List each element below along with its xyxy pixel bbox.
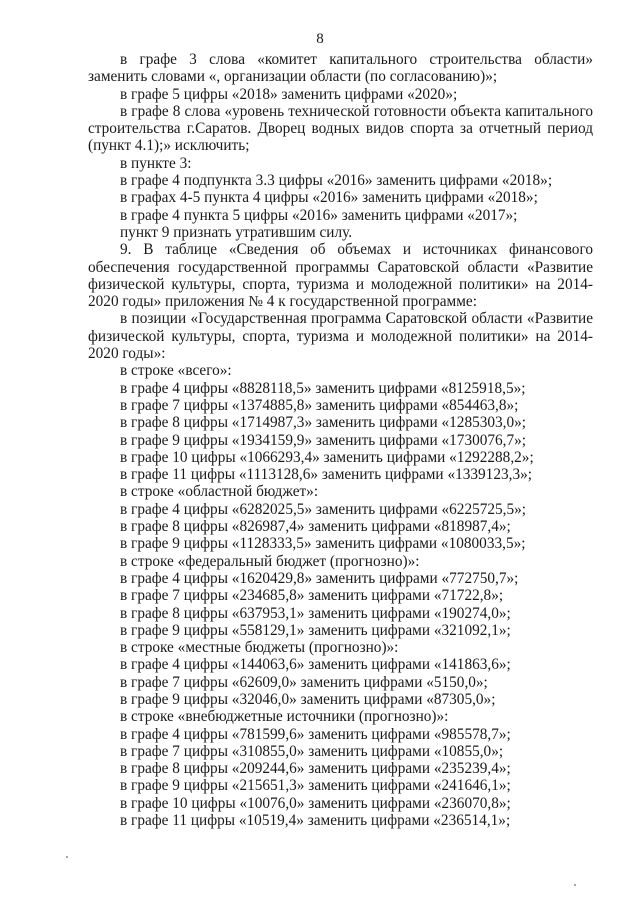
list-item: в строке «местные бюджеты (прогнозно)»: bbox=[120, 639, 399, 657]
paragraph: в графе 5 цифры «2018» заменить цифрами «2020»; bbox=[120, 85, 458, 103]
scan-speck bbox=[574, 884, 576, 886]
list-item: в графе 9 цифры «32046,0» заменить цифрами «87305,0»; bbox=[120, 690, 496, 708]
list-item: в графе 7 цифры «310855,0» заменить цифрами «10855,0»; bbox=[120, 742, 504, 760]
paragraph: в позиции «Государственная программа Саратовской области «Развитие физической культуры, спорта, туризма и молодежной политики» на 2014-2020 годы»: bbox=[88, 310, 593, 363]
paragraph: 9. В таблице «Сведения об объемах и источниках финансового обеспечения государственной программы Саратовской области «Развитие физической культуры, спорта, туризма и молодежной политики» на 2014-2020 годы» приложения № 4 к государственной программе: bbox=[88, 241, 593, 311]
paragraph: в графе 8 слова «уровень технической готовности объекта капитального строительства г.Саратов. Дворец водных видов спорта за отчетный период (пункт 4.1);» исключить; bbox=[88, 102, 593, 155]
paragraph: в графе 3 слова «комитет капитального строительства области» заменить словами «, организации области (по согласованию)»; bbox=[88, 51, 593, 86]
paragraph: в пункте 3: bbox=[120, 154, 192, 172]
list-item: в графе 9 цифры «558129,1» заменить цифрами «321092,1»; bbox=[120, 621, 511, 639]
list-item: в строке «всего»: bbox=[120, 362, 232, 380]
page-number: 8 bbox=[316, 31, 324, 47]
list-item: в графе 8 цифры «637953,1» заменить цифрами «190274,0»; bbox=[120, 604, 511, 622]
list-item: в графе 7 цифры «1374885,8» заменить цифрами «854463,8»; bbox=[120, 396, 519, 414]
list-item: в графе 4 цифры «781599,6» заменить цифрами «985578,7»; bbox=[120, 725, 511, 743]
list-item: в графе 8 цифры «826987,4» заменить цифрами «818987,4»; bbox=[120, 518, 511, 536]
list-item: в графе 4 цифры «1620429,8» заменить цифрами «772750,7»; bbox=[120, 569, 519, 587]
list-item: в строке «внебюджетные источники (прогнозно)»: bbox=[120, 708, 449, 726]
list-item: в строке «областной бюджет»: bbox=[120, 483, 319, 501]
document-body bbox=[88, 51, 593, 829]
paragraph: в графе 4 подпункта 3.3 цифры «2016» заменить цифрами «2018»; bbox=[120, 172, 553, 190]
list-item: в графе 7 цифры «62609,0» заменить цифрами «5150,0»; bbox=[120, 673, 488, 691]
list-item: в графе 8 цифры «1714987,3» заменить цифрами «1285303,0»; bbox=[120, 414, 527, 432]
list-item: в графе 9 цифры «1934159,9» заменить цифрами «1730076,7»; bbox=[120, 431, 527, 449]
list-item: в графе 11 цифры «1113128,6» заменить цифрами «1339123,3»; bbox=[120, 466, 532, 484]
list-item: в графе 10 цифры «1066293,4» заменить цифрами «1292288,2»; bbox=[120, 448, 534, 466]
list-item: в графе 9 цифры «215651,3» заменить цифрами «241646,1»; bbox=[120, 777, 511, 795]
list-item: в строке «федеральный бюджет (прогнозно)»: bbox=[120, 552, 420, 570]
scan-speck bbox=[66, 856, 68, 858]
list-item: в графе 10 цифры «10076,0» заменить цифрами «236070,8»; bbox=[120, 794, 511, 812]
list-item: в графе 4 цифры «8828118,5» заменить цифрами «8125918,5»; bbox=[120, 379, 526, 397]
paragraph: в графах 4-5 пункта 4 цифры «2016» заменить цифрами «2018»; bbox=[120, 189, 538, 207]
list-item: в графе 7 цифры «234685,8» заменить цифрами «71722,8»; bbox=[120, 587, 504, 605]
list-item: в графе 4 цифры «144063,6» заменить цифрами «141863,6»; bbox=[120, 656, 511, 674]
list-item: в графе 4 цифры «6282025,5» заменить цифрами «6225725,5»; bbox=[120, 500, 527, 518]
paragraph: в графе 4 пункта 5 цифры «2016» заменить цифрами «2017»; bbox=[120, 206, 518, 224]
paragraph: пункт 9 признать утратившим силу. bbox=[120, 223, 353, 241]
list-item: в графе 9 цифры «1128333,5» заменить цифрами «1080033,5»; bbox=[120, 535, 526, 553]
list-item: в графе 8 цифры «209244,6» заменить цифрами «235239,4»; bbox=[120, 760, 511, 778]
list-item: в графе 11 цифры «10519,4» заменить цифрами «236514,1»; bbox=[120, 812, 511, 830]
